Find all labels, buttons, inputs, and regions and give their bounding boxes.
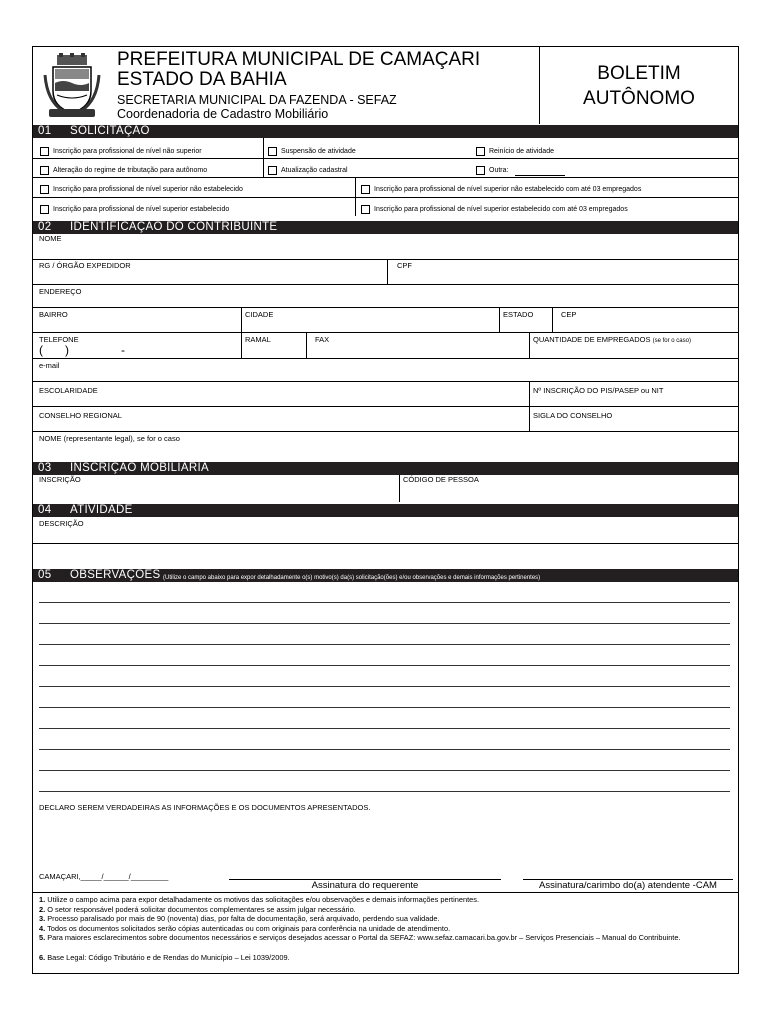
footnote: 2. O setor responsável poderá solicitar documentos complementares se assim julgar necessário. (39, 904, 356, 914)
section-03-header (33, 462, 738, 475)
section-title: IDENTIFICAÇÃO DO CONTRIBUINTE (70, 221, 278, 233)
label-opt2: Suspensão de atividade (281, 148, 356, 155)
label-opt4: Alteração do regime de tributação para autônomo (53, 167, 208, 174)
checkbox-opt4[interactable] (40, 166, 49, 175)
field-cep-label: CEP (561, 310, 577, 319)
label-opt5: Atualização cadastral (281, 167, 348, 174)
header-line-4: Coordenadoria de Cadastro Mobiliário (117, 107, 329, 121)
telefone-mask: ( ) - (39, 343, 125, 357)
footnote: 6. Base Legal: Código Tributário e de Rendas do Município – Lei 1039/2009. (39, 952, 290, 962)
obs-line[interactable] (39, 791, 730, 792)
field-nome-label: NOME (39, 234, 62, 243)
section-02-header (33, 221, 738, 234)
obs-line[interactable] (39, 644, 730, 645)
section-number: 04 (38, 504, 52, 516)
footnote: 1. Utilize o campo acima para expor detalhadamente os motivos das solicitações e/ou observações e demais informações pertinentes. (39, 895, 479, 904)
label-opt7: Inscrição para profissional de nível superior não estabelecido (53, 186, 243, 193)
label-opt9: Inscrição para profissional de nível superior estabelecido (53, 206, 230, 213)
field-inscricao-label: INSCRIÇÃO (39, 475, 81, 484)
footnote: 5. Para maiores esclarecimentos sobre documentos necessários e serviços desejados acessar o Portal da SEFAZ: www.sefaz.camacari.ba.gov.br – Serviços Presenciais – Manual do Contribuinte. (39, 933, 681, 943)
obs-line[interactable] (39, 707, 730, 708)
field-descricao-label: DESCRIÇÃO (39, 519, 84, 528)
field-endereco-label: ENDEREÇO (39, 287, 82, 296)
checkbox-opt6[interactable] (476, 166, 485, 175)
field-sigla-label: SIGLA DO CONSELHO (533, 411, 613, 420)
label-opt3: Reinício de atividade (489, 148, 554, 155)
header-line-3: SECRETARIA MUNICIPAL DA FAZENDA - SEFAZ (117, 93, 397, 107)
declaration-text: DECLARO SEREM VERDADEIRAS AS INFORMAÇÕES E OS DOCUMENTOS APRESENTADOS. (39, 803, 371, 812)
field-cidade-label: CIDADE (245, 310, 274, 319)
checkbox-opt8[interactable] (361, 185, 370, 194)
section-number: 02 (38, 221, 52, 233)
header-line-2: ESTADO DA BAHIA (117, 69, 287, 90)
section-05-header (33, 569, 738, 582)
obs-line[interactable] (39, 686, 730, 687)
label-opt8: Inscrição para profissional de nível superior não estabelecido com até 03 empregados (374, 186, 642, 193)
section-title: ATIVIDADE (70, 504, 133, 516)
field-rg-label: RG / ÓRGÃO EXPEDIDOR (39, 261, 131, 270)
field-estado-label: ESTADO (503, 310, 534, 319)
section-title: OBSERVAÇÕES (70, 569, 161, 581)
obs-line[interactable] (39, 665, 730, 666)
signature-label-atendente: Assinatura/carimbo do(a) atendente -CAM (539, 880, 717, 891)
field-telefone-label: TELEFONE (39, 335, 79, 344)
field-qtd-empregados-label: QUANTIDADE DE EMPREGADOS (se for o caso) (533, 335, 691, 344)
footnote: 3. Processo paralisado por mais de 90 (noventa) dias, por falta de documentação, será arquivado, perdendo sua validade. (39, 914, 440, 924)
checkbox-opt2[interactable] (268, 147, 277, 156)
label-opt6: Outra: (489, 167, 509, 174)
obs-line[interactable] (39, 623, 730, 624)
field-email-label: e-mail (39, 361, 60, 370)
doc-title-line-2: AUTÔNOMO (583, 88, 695, 109)
field-conselho-label: CONSELHO REGIONAL (39, 411, 122, 420)
label-opt10: Inscrição para profissional de nível superior estabelecido com até 03 empregados (374, 206, 628, 213)
field-fax-label: FAX (315, 335, 330, 344)
checkbox-opt5[interactable] (268, 166, 277, 175)
coat-of-arms-icon (43, 53, 101, 119)
section-note: (Utilize o campo abaixo para expor detalhadamente o(s) motivo(s) da(s) solicitação(ões) e/ou observações e demais informações pertinentes) (163, 575, 541, 581)
field-escolaridade-label: ESCOLARIDADE (39, 386, 98, 395)
doc-title (540, 61, 738, 111)
checkbox-opt1[interactable] (40, 147, 49, 156)
field-bairro-label: BAIRRO (39, 310, 68, 319)
header-line-1: PREFEITURA MUNICIPAL DE CAMAÇARI (117, 49, 481, 70)
obs-line[interactable] (39, 749, 730, 750)
section-01-header (33, 125, 738, 138)
obs-line[interactable] (39, 728, 730, 729)
obs-line[interactable] (39, 770, 730, 771)
field-representante-label: NOME (representante legal), se for o caso (39, 434, 180, 443)
form-boletim-autonomo (32, 46, 739, 974)
local-date-field[interactable]: CAMAÇARI,_____/______/_________ (39, 872, 169, 881)
label-opt1: Inscrição para profissional de nível não superior (53, 148, 202, 155)
footnote: 4. Todos os documentos solicitados serão cópias autenticadas ou com originais para conferência na unidade de atendimento. (39, 923, 451, 933)
signature-label-requerente: Assinatura do requerente (311, 880, 419, 891)
field-codigo-pessoa-label: CÓDIGO DE PESSOA (403, 475, 479, 484)
section-title: INSCRIÇÃO MOBILIÁRIA (70, 462, 209, 474)
section-number: 01 (38, 125, 52, 137)
checkbox-opt9[interactable] (40, 205, 49, 214)
section-title: SOLICITAÇÃO (70, 125, 150, 137)
checkbox-opt10[interactable] (361, 205, 370, 214)
section-number: 05 (38, 569, 52, 581)
field-cpf-label: CPF (397, 261, 412, 270)
section-04-header (33, 504, 738, 517)
checkbox-opt3[interactable] (476, 147, 485, 156)
field-ramal-label: RAMAL (245, 335, 271, 344)
checkbox-opt7[interactable] (40, 185, 49, 194)
doc-title-line-1: BOLETIM (597, 63, 681, 84)
field-pis-label: Nº INSCRIÇÃO DO PIS/PASEP ou NIT (533, 386, 664, 395)
section-number: 03 (38, 462, 52, 474)
obs-line[interactable] (39, 602, 730, 603)
